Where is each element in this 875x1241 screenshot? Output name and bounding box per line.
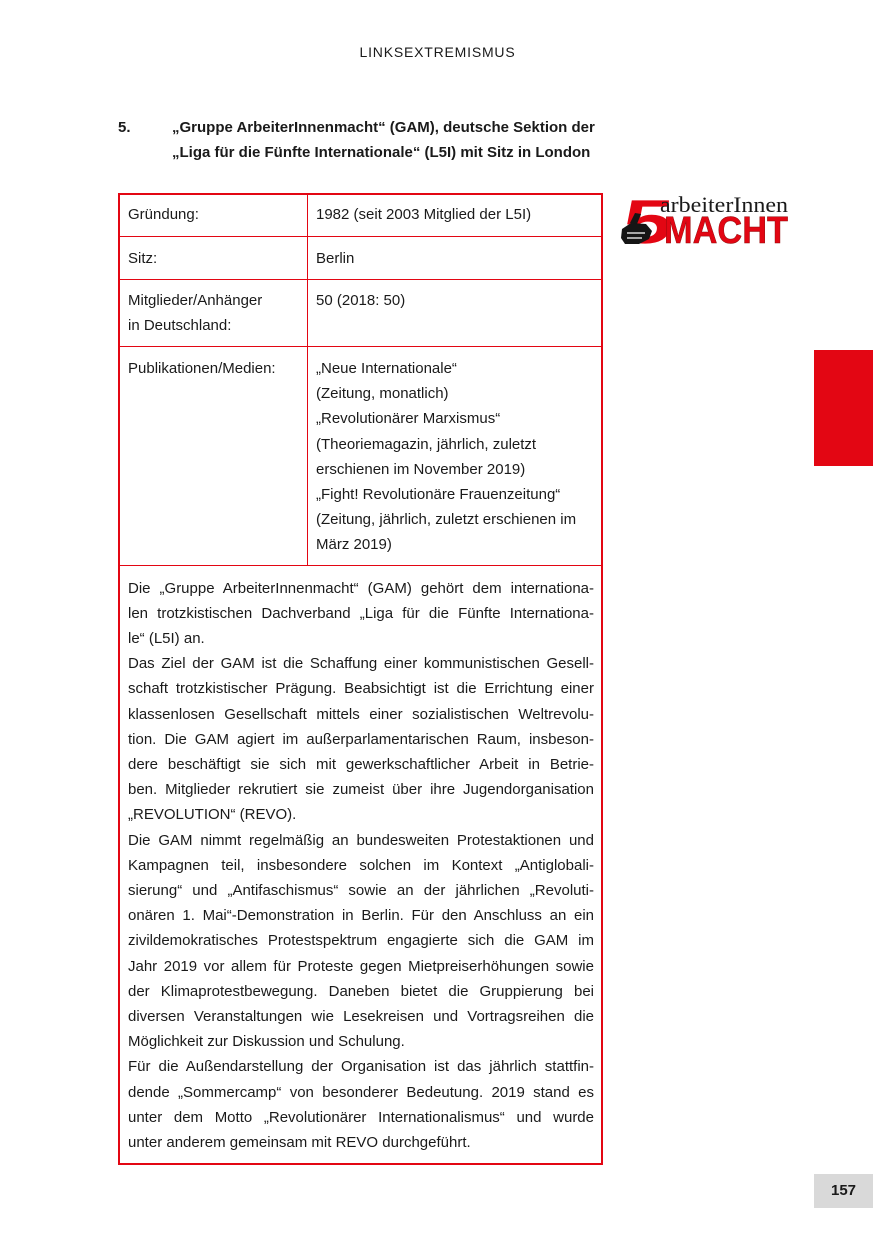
value-line: „Revolutionärer Marxismus“ — [316, 410, 501, 428]
value-line: erschienen im November 2019) — [316, 460, 526, 478]
section-title-line: „Gruppe ArbeiterInnenmacht“ (GAM), deutsche Sektion der — [172, 119, 595, 136]
row-value — [307, 237, 601, 279]
label-line: Publikationen/Medien: — [128, 360, 276, 377]
description-paragraph — [128, 828, 594, 1055]
label-line: in Deutschland: — [128, 317, 232, 335]
label-line: Gründung: — [128, 206, 199, 223]
value-line: (Theoriemagazin, jährlich, zuletzt — [316, 435, 537, 453]
description-line: schaft trotzkistischer Prägung. Beabsichtigt ist die Errichtung einer — [128, 680, 594, 698]
description-line: Kampagnen teil, insbesondere solchen im Kontext „Antiglobali- — [128, 856, 594, 874]
section-title — [172, 115, 595, 165]
value-line: Berlin — [316, 250, 355, 267]
description-line: unter anderem gemeinsam mit REVO durchgeführt. — [128, 1133, 471, 1151]
running-header: LINKSEXTREMISMUS — [359, 44, 516, 60]
gam-logo — [618, 192, 792, 246]
description-line: len trotzkistischen Dachverband „Liga für die Fünfte Internationa- — [128, 604, 594, 622]
table-row — [120, 237, 601, 280]
row-label — [120, 237, 307, 279]
value-line: 1982 (seit 2003 Mitglied der L5I) — [316, 206, 532, 223]
description-line: dende „Sommercamp“ von besonderer Bedeutung. 2019 stand es — [128, 1083, 594, 1101]
value-line: „Neue Internationale“ — [316, 360, 457, 377]
value-line: „Fight! Revolutionäre Frauenzeitung“ — [316, 486, 561, 504]
gam-logo-graphic — [618, 192, 792, 246]
chapter-tab-marker — [814, 350, 873, 466]
description-line: Die GAM nimmt regelmäßig an bundesweiten Protestaktionen und — [128, 831, 594, 849]
description-paragraph — [128, 1054, 594, 1155]
row-value — [307, 347, 601, 565]
table-row — [120, 195, 601, 237]
page-number: 157 — [814, 1174, 873, 1208]
description-line: Das Ziel der GAM ist die Schaffung einer kommunistischen Gesell- — [128, 655, 594, 673]
value-line: (Zeitung, jährlich, zuletzt erschienen im — [316, 511, 577, 529]
logo-numeral: 5 — [619, 192, 661, 246]
description-line: zivildemokratisches Protestspektrum engagierte sich die GAM im — [128, 932, 594, 950]
row-label — [120, 347, 307, 565]
label-line: Mitglieder/Anhänger — [128, 292, 263, 309]
table-row — [120, 280, 601, 347]
row-value — [307, 195, 601, 236]
description-line: tion. Die GAM agiert im außerparlamentarischen Raum, insbeson- — [128, 730, 594, 748]
label-line: Sitz: — [128, 250, 158, 267]
value-line: 50 (2018: 50) — [316, 292, 406, 309]
description-paragraph — [128, 576, 594, 652]
description-line: „REVOLUTION“ (REVO). — [128, 806, 297, 824]
description-line: Die „Gruppe ArbeiterInnenmacht“ (GAM) gehört dem internationa- — [128, 579, 594, 597]
description-line: der Klimaprotestbewegung. Daneben bietet die Gruppierung bei — [128, 982, 594, 1000]
description-line: onären 1. Mai“-Demonstration in Berlin. Für den Anschluss an ein — [128, 907, 594, 925]
description-line: klassenlosen Gesellschaft mittels einer sozialistischen Weltrevolu- — [128, 705, 594, 723]
description-text — [120, 566, 601, 1163]
logo-main-text: MACHT — [664, 210, 788, 246]
section-heading — [118, 115, 608, 165]
row-label — [120, 195, 307, 236]
table-row — [120, 347, 601, 566]
value-line: März 2019) — [316, 536, 392, 554]
row-label — [120, 280, 307, 346]
description-line: ben. Mitglieder rekrutiert sie zumeist über ihre Jugendorganisation — [128, 781, 594, 799]
description-line: Für die Außendarstellung der Organisation ist das jährlich stattfin- — [128, 1058, 594, 1076]
description-paragraph — [128, 651, 594, 827]
description-line: le“ (L5I) an. — [128, 629, 205, 647]
description-line: dere beschäftigt sie sich mit gewerkschaftlicher Arbeit in Betrie- — [128, 755, 594, 773]
logo-top-text: arbeiterInnen — [660, 192, 788, 217]
description-line: sierung“ und „Antifaschismus“ sowie an der jährlichen „Revoluti- — [128, 881, 594, 899]
value-line: (Zeitung, monatlich) — [316, 385, 449, 403]
fact-table — [118, 193, 603, 1165]
description-line: Jahr 2019 vor allem für Proteste gegen Mietpreiserhöhungen sowie — [128, 957, 594, 975]
row-value — [307, 280, 601, 346]
description-line: diversen Veranstaltungen wie Lesekreisen und Vortragsreihen die — [128, 1007, 594, 1025]
section-title-line: „Liga für die Fünfte Internationale“ (L5I) mit Sitz in London — [172, 144, 591, 161]
section-number: 5. — [118, 119, 131, 136]
description-line: Möglichkeit zur Diskussion und Schulung. — [128, 1033, 405, 1051]
description-line: unter dem Motto „Revolutionärer Internationalismus“ und wurde — [128, 1108, 594, 1126]
